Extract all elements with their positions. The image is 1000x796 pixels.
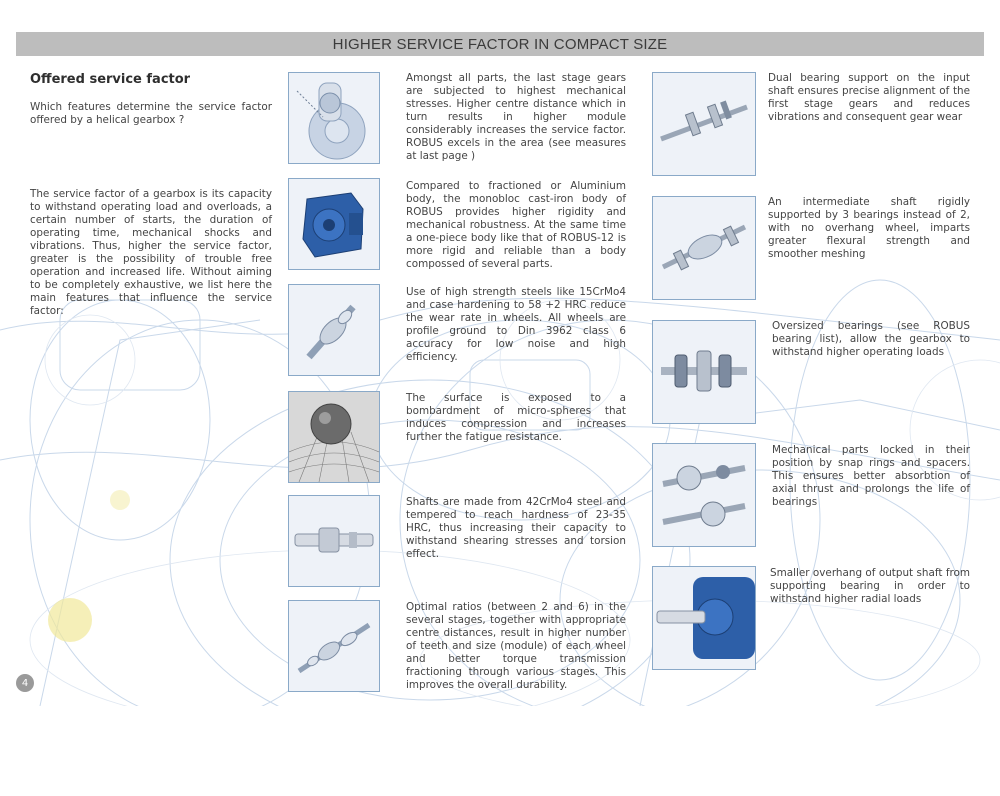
feature-text-gear-centre-distance: Amongst all parts, the last stage gears are subjected to highest mechanical stresses. Higher centre distance which in turn results in higher module considerably increases the service factor. ROBUS excels in the area (see measures at last page ) (406, 72, 626, 162)
feature-text-intermediate-shaft: An intermediate shaft rigidly supported by 3 bearings instead of 2, with no overhang wheel, imparts greater flexural strength and smoother meshing (768, 196, 970, 260)
feature-text-snap-rings: Mechanical parts locked in their position by snap rings and spacers. This ensures better absorbtion of axial thrust and prolongs the life of bearings (772, 444, 970, 508)
oversized-bearings-image (652, 320, 756, 424)
gear-train-image (288, 600, 380, 692)
shaft-image (288, 495, 380, 587)
section-title: HIGHER SERVICE FACTOR IN COMPACT SIZE (332, 35, 668, 53)
snap-rings-image (652, 443, 756, 547)
gear-shaft-image (288, 284, 380, 376)
feature-text-oversized-bearings: Oversized bearings (see ROBUS bearing list), allow the gearbox to withstand higher operating loads (772, 320, 970, 358)
output-shaft-image (652, 566, 756, 670)
section-header-bar (16, 32, 984, 56)
gear-pair-image (288, 72, 380, 164)
cast-iron-housing-image (288, 178, 380, 270)
intermediate-shaft-image (652, 196, 756, 300)
feature-text-shot-peening: The surface is exposed to a bombardment of micro-spheres that induces compression and increases further the fatigue resistance. (406, 392, 626, 443)
feature-text-cast-iron-body: Compared to fractioned or Aluminium body, the monobloc cast-iron body of ROBUS provides higher rigidity and mechanical robustness. At the same time a one-piece body like that of ROBUS-12 is more rigid and reliable than a body compossed of several parts. (406, 180, 626, 270)
feature-text-dual-bearing: Dual bearing support on the input shaft ensures precise alignment of the first stage gears and reduces vibrations and consequent gear wear (768, 72, 970, 123)
feature-text-output-shaft: Smaller overhang of output shaft from supporting bearing in order to withstand higher radial loads (770, 567, 970, 605)
feature-text-optimal-ratios: Optimal ratios (between 2 and 6) in the several stages, together with appropriate centre distances, result in higher number of teeth and size (module) of each wheel and better torque transmission fractioning through various stages. This improves the overall durability. (406, 601, 626, 691)
intro-question: Which features determine the service factor offered by a helical gearbox ? (30, 101, 272, 126)
shot-peening-sphere-image (288, 391, 380, 483)
page-number: 4 (16, 674, 34, 692)
intro-body: The service factor of a gearbox is its capacity to withstand operating load and overloads, a certain number of starts, the duration of operating time, mechanical shocks and vibrations. Thus, higher the service factor, greater is the possibility of trouble free operation and increased life. Without aiming to be completely exhaustive, we list here the main features that influence the service factor: (30, 188, 272, 317)
feature-text-high-strength-steel: Use of high strength steels like 15CrMo4 and case hardening to 58 +2 HRC reduce the wear rate in wheels. All wheels are profile ground to Din 3962 class 6 accuracy for low noise and high efficiency. (406, 286, 626, 363)
intro-heading: Offered service factor (30, 72, 191, 87)
feature-text-tempered-shafts: Shafts are made from 42CrMo4 steel and tempered to reach hardness of 23-35 HRC, thus increasing their capacity to withstand shearing stresses and torsion effect. (406, 496, 626, 560)
input-shaft-bearings-image (652, 72, 756, 176)
